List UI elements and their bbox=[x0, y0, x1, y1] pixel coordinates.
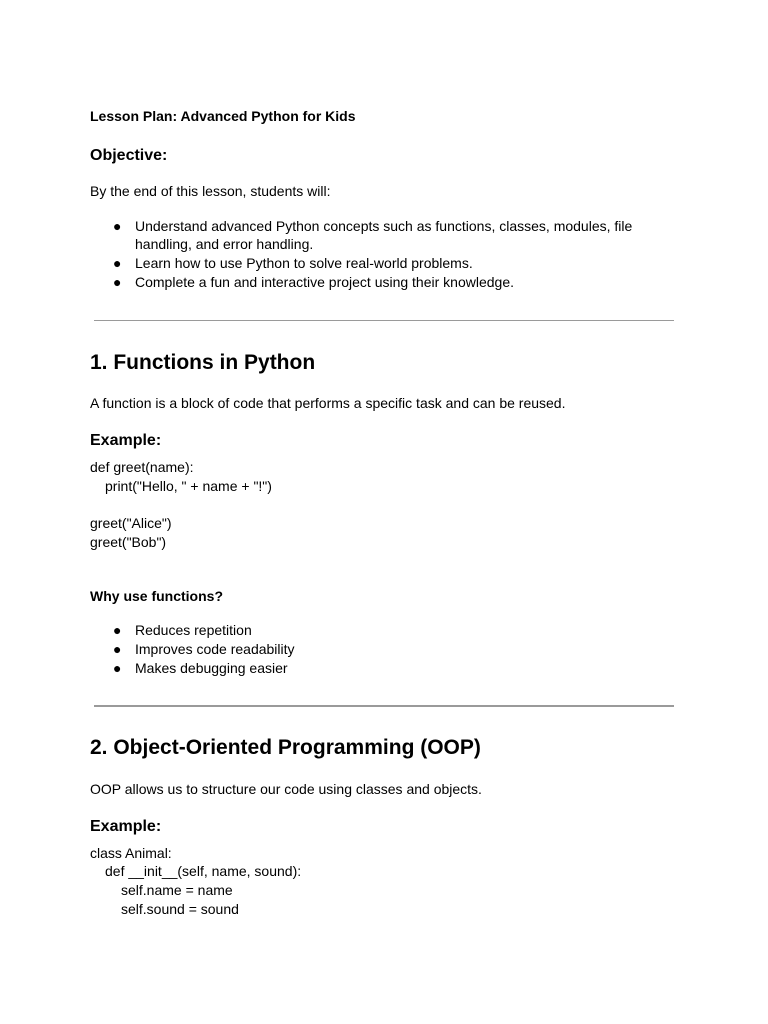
list-item bbox=[90, 659, 650, 677]
why-bullet-text: Reduces repetition bbox=[135, 622, 252, 638]
list-item bbox=[90, 254, 650, 272]
code-line: print("Hello, " + name + "!") bbox=[105, 478, 272, 494]
section-heading-oop: 2. Object-Oriented Programming (OOP) bbox=[90, 736, 481, 759]
horizontal-divider bbox=[94, 320, 674, 321]
code-line: self.name = name bbox=[121, 882, 233, 898]
bullet-icon: ● bbox=[113, 274, 122, 290]
code-line: def greet(name): bbox=[90, 459, 194, 475]
list-item bbox=[90, 640, 650, 658]
why-bullet-text: Improves code readability bbox=[135, 641, 295, 657]
functions-intro: A function is a block of code that performs a specific task and can be reused. bbox=[90, 395, 566, 411]
objective-bullet-text: Learn how to use Python to solve real-world problems. bbox=[135, 255, 473, 271]
code-line: greet("Bob") bbox=[90, 534, 167, 550]
section-heading-functions: 1. Functions in Python bbox=[90, 351, 316, 374]
code-line: class Animal: bbox=[90, 845, 172, 861]
objective-bullet-text: Understand advanced Python concepts such as functions, classes, modules, file handling, and error handling. bbox=[135, 218, 633, 252]
code-line: def __init__(self, name, sound): bbox=[105, 863, 302, 879]
document-title: Lesson Plan: Advanced Python for Kids bbox=[90, 108, 356, 124]
functions-example-heading: Example: bbox=[90, 432, 162, 449]
list-item bbox=[90, 621, 650, 639]
oop-example-heading: Example: bbox=[90, 818, 162, 835]
bullet-icon: ● bbox=[113, 622, 122, 638]
bullet-icon: ● bbox=[113, 218, 122, 234]
why-functions-list bbox=[90, 621, 650, 678]
why-bullet-text: Makes debugging easier bbox=[135, 660, 288, 676]
code-line: greet("Alice") bbox=[90, 515, 172, 531]
bullet-icon: ● bbox=[113, 641, 122, 657]
bullet-icon: ● bbox=[113, 255, 122, 271]
objective-intro: By the end of this lesson, students will: bbox=[90, 183, 331, 199]
list-item bbox=[90, 273, 650, 291]
horizontal-divider bbox=[94, 705, 674, 707]
list-item bbox=[90, 217, 650, 253]
objective-heading: Objective: bbox=[90, 147, 168, 164]
bullet-icon: ● bbox=[113, 660, 122, 676]
oop-intro: OOP allows us to structure our code using classes and objects. bbox=[90, 781, 482, 797]
objective-list bbox=[90, 217, 650, 292]
code-line: self.sound = sound bbox=[121, 901, 239, 917]
objective-bullet-text: Complete a fun and interactive project using their knowledge. bbox=[135, 274, 514, 290]
why-functions-heading: Why use functions? bbox=[90, 588, 223, 604]
